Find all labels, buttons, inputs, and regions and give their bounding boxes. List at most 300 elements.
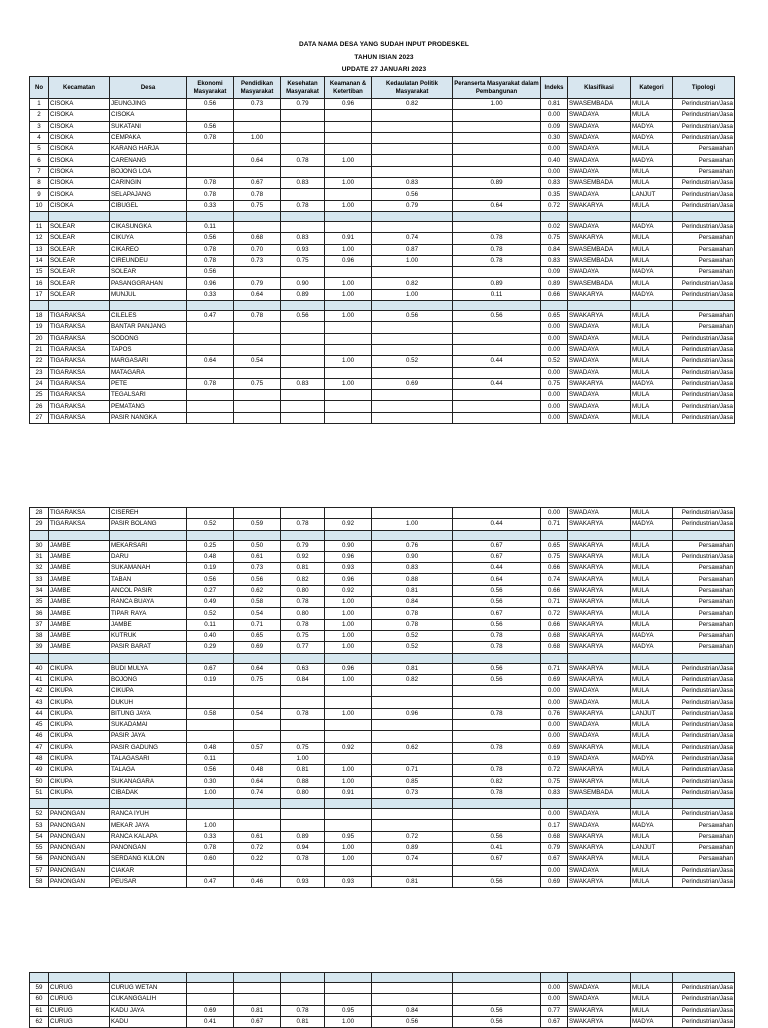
cell-kecamatan: CISOKA (49, 155, 110, 166)
cell-kedaulatan (372, 720, 453, 731)
section-separator-row (30, 653, 735, 663)
cell-no: 25 (30, 390, 49, 401)
cell-kecamatan: SOLEAR (49, 289, 110, 300)
cell-klasifikasi: SWAKARYA (568, 540, 631, 551)
cell-kedaulatan: 0.81 (372, 585, 453, 596)
cell-peranserta: 0.67 (453, 551, 541, 562)
table-row (30, 412, 735, 423)
cell-indeks: 0.65 (541, 311, 568, 322)
cell-kecamatan: CIKUPA (49, 742, 110, 753)
cell-indeks: 0.72 (541, 765, 568, 776)
cell-tipologi: Persawahan (673, 540, 735, 551)
table-row (30, 344, 735, 355)
cell-no: 51 (30, 787, 49, 798)
separator-cell (541, 799, 568, 809)
cell-kesehatan (281, 110, 325, 121)
table-row (30, 278, 735, 289)
cell-tipologi: Perindustrian/Jasa (673, 686, 735, 697)
cell-kecamatan: PANONGAN (49, 831, 110, 842)
cell-desa: PEUSAR (110, 876, 187, 887)
cell-tipologi: Persawahan (673, 322, 735, 333)
table-row (30, 1016, 735, 1027)
cell-ekonomi (187, 412, 234, 423)
cell-tipologi: Persawahan (673, 233, 735, 244)
header-kesehatan: Kesehatan Masyarakat (281, 77, 325, 99)
cell-kedaulatan: 1.00 (372, 519, 453, 530)
cell-kesehatan: 0.81 (281, 1016, 325, 1027)
cell-tipologi: Persawahan (673, 831, 735, 842)
cell-klasifikasi: SWAKARYA (568, 608, 631, 619)
table-row (30, 597, 735, 608)
cell-keamanan: 1.00 (325, 843, 372, 854)
cell-desa: CIKUPA (110, 686, 187, 697)
cell-pendidikan: 0.48 (234, 765, 281, 776)
cell-tipologi: Perindustrian/Jasa (673, 519, 735, 530)
cell-tipologi: Perindustrian/Jasa (673, 865, 735, 876)
cell-peranserta: 0.56 (453, 674, 541, 685)
cell-ekonomi (187, 686, 234, 697)
cell-peranserta: 0.78 (453, 708, 541, 719)
cell-kedaulatan: 0.82 (372, 674, 453, 685)
table-row (30, 401, 735, 412)
cell-klasifikasi: SWAKARYA (568, 200, 631, 211)
table-row (30, 642, 735, 653)
cell-pendidikan (234, 110, 281, 121)
table-row (30, 697, 735, 708)
cell-pendidikan: 0.78 (234, 189, 281, 200)
cell-keamanan (325, 322, 372, 333)
cell-kecamatan: CISOKA (49, 110, 110, 121)
cell-no: 35 (30, 597, 49, 608)
cell-pendidikan: 0.54 (234, 608, 281, 619)
cell-kecamatan: CIKUPA (49, 753, 110, 764)
cell-kecamatan: TIGARAKSA (49, 390, 110, 401)
cell-kecamatan: CISOKA (49, 99, 110, 110)
cell-ekonomi (187, 865, 234, 876)
cell-keamanan (325, 221, 372, 232)
separator-cell (110, 530, 187, 540)
cell-pendidikan (234, 121, 281, 132)
cell-kesehatan (281, 322, 325, 333)
cell-indeks: 0.71 (541, 519, 568, 530)
cell-kesehatan: 0.78 (281, 155, 325, 166)
cell-peranserta (453, 697, 541, 708)
cell-klasifikasi: SWADAYA (568, 720, 631, 731)
section-separator-row (30, 973, 735, 983)
separator-cell (372, 211, 453, 221)
cell-ekonomi (187, 344, 234, 355)
cell-ekonomi: 0.78 (187, 255, 234, 266)
cell-tipologi: Perindustrian/Jasa (673, 876, 735, 887)
cell-klasifikasi: SWADAYA (568, 356, 631, 367)
cell-kesehatan: 0.78 (281, 597, 325, 608)
cell-tipologi: Perindustrian/Jasa (673, 674, 735, 685)
cell-keamanan: 1.00 (325, 311, 372, 322)
cell-desa: KADU JAYA (110, 1005, 187, 1016)
cell-kesehatan: 0.78 (281, 854, 325, 865)
separator-cell (631, 301, 673, 311)
cell-pendidikan: 0.64 (234, 155, 281, 166)
cell-desa: CIBUGEL (110, 200, 187, 211)
cell-desa: CIKAREO (110, 244, 187, 255)
cell-pendidikan (234, 390, 281, 401)
cell-kecamatan: CISOKA (49, 166, 110, 177)
header-kedaulatan: Kedaulatan Politik Masyarakat (372, 77, 453, 99)
cell-kecamatan: CIKUPA (49, 663, 110, 674)
cell-tipologi: Perindustrian/Jasa (673, 776, 735, 787)
cell-indeks: 0.74 (541, 574, 568, 585)
cell-tipologi: Persawahan (673, 255, 735, 266)
cell-kesehatan: 0.92 (281, 551, 325, 562)
cell-keamanan: 1.00 (325, 854, 372, 865)
cell-kedaulatan (372, 731, 453, 742)
cell-desa: PASIR JAYA (110, 731, 187, 742)
cell-indeks: 0.00 (541, 697, 568, 708)
cell-keamanan: 0.96 (325, 663, 372, 674)
cell-kesehatan: 0.78 (281, 619, 325, 630)
cell-kategori: MULA (631, 144, 673, 155)
cell-klasifikasi: SWADAYA (568, 994, 631, 1005)
cell-kecamatan: CISOKA (49, 189, 110, 200)
cell-kategori: MULA (631, 597, 673, 608)
cell-no: 56 (30, 854, 49, 865)
separator-cell (631, 211, 673, 221)
separator-cell (110, 973, 187, 983)
cell-desa: CIKASUNGKA (110, 221, 187, 232)
cell-kecamatan: CURUG (49, 1005, 110, 1016)
cell-indeks: 0.67 (541, 854, 568, 865)
separator-cell (541, 973, 568, 983)
cell-kecamatan: CIKUPA (49, 765, 110, 776)
cell-no: 57 (30, 865, 49, 876)
separator-cell (325, 530, 372, 540)
cell-pendidikan (234, 322, 281, 333)
cell-desa: RANCA BUAYA (110, 597, 187, 608)
cell-tipologi: Perindustrian/Jasa (673, 753, 735, 764)
cell-ekonomi: 0.78 (187, 378, 234, 389)
cell-keamanan (325, 412, 372, 423)
cell-peranserta: 0.56 (453, 1005, 541, 1016)
cell-kedaulatan: 0.89 (372, 843, 453, 854)
table-row (30, 708, 735, 719)
cell-kategori: MADYA (631, 267, 673, 278)
separator-cell (673, 530, 735, 540)
cell-peranserta (453, 189, 541, 200)
cell-kecamatan: JAMBE (49, 540, 110, 551)
separator-cell (30, 653, 49, 663)
separator-cell (281, 799, 325, 809)
cell-ekonomi: 0.78 (187, 189, 234, 200)
cell-pendidikan (234, 412, 281, 423)
cell-keamanan (325, 697, 372, 708)
cell-desa: CUKANGGALIH (110, 994, 187, 1005)
cell-keamanan (325, 132, 372, 143)
cell-klasifikasi: SWADAYA (568, 333, 631, 344)
separator-cell (234, 973, 281, 983)
cell-kesehatan (281, 865, 325, 876)
cell-desa: TAPOS (110, 344, 187, 355)
cell-tipologi: Perindustrian/Jasa (673, 132, 735, 143)
separator-cell (234, 653, 281, 663)
cell-kecamatan: CIKUPA (49, 787, 110, 798)
cell-peranserta (453, 333, 541, 344)
cell-peranserta: 0.64 (453, 574, 541, 585)
cell-pendidikan: 0.65 (234, 630, 281, 641)
cell-indeks: 0.00 (541, 333, 568, 344)
cell-klasifikasi: SWASEMBADA (568, 255, 631, 266)
cell-peranserta: 0.78 (453, 642, 541, 653)
cell-ekonomi (187, 720, 234, 731)
cell-peranserta (453, 401, 541, 412)
cell-tipologi: Persawahan (673, 820, 735, 831)
cell-desa: SUKADAMAI (110, 720, 187, 731)
cell-ekonomi: 0.11 (187, 753, 234, 764)
cell-tipologi: Perindustrian/Jasa (673, 742, 735, 753)
cell-tipologi: Perindustrian/Jasa (673, 787, 735, 798)
cell-indeks: 0.65 (541, 540, 568, 551)
cell-keamanan (325, 166, 372, 177)
cell-kecamatan: JAMBE (49, 597, 110, 608)
cell-no: 19 (30, 322, 49, 333)
cell-peranserta: 0.78 (453, 244, 541, 255)
cell-klasifikasi: SWAKARYA (568, 630, 631, 641)
cell-keamanan (325, 121, 372, 132)
cell-no: 55 (30, 843, 49, 854)
cell-kategori: MULA (631, 876, 673, 887)
cell-kecamatan: CIKUPA (49, 674, 110, 685)
cell-peranserta (453, 390, 541, 401)
cell-pendidikan: 0.67 (234, 1016, 281, 1027)
table-row (30, 356, 735, 367)
cell-klasifikasi: SWAKARYA (568, 742, 631, 753)
cell-klasifikasi: SWADAYA (568, 865, 631, 876)
separator-cell (453, 973, 541, 983)
cell-keamanan: 1.00 (325, 619, 372, 630)
cell-kedaulatan: 0.90 (372, 551, 453, 562)
cell-peranserta: 0.78 (453, 742, 541, 753)
section-separator-row (30, 211, 735, 221)
cell-kesehatan (281, 390, 325, 401)
table-row (30, 255, 735, 266)
cell-kategori: MADYA (631, 1016, 673, 1027)
cell-indeks: 0.84 (541, 244, 568, 255)
cell-no: 30 (30, 540, 49, 551)
cell-kedaulatan: 0.52 (372, 642, 453, 653)
cell-kecamatan: TIGARAKSA (49, 378, 110, 389)
cell-ekonomi (187, 697, 234, 708)
table-row (30, 551, 735, 562)
cell-desa: SOLEAR (110, 267, 187, 278)
cell-no: 52 (30, 809, 49, 820)
cell-desa: MUNJUL (110, 289, 187, 300)
cell-kategori: MULA (631, 166, 673, 177)
cell-kedaulatan: 0.74 (372, 233, 453, 244)
cell-kecamatan: CISOKA (49, 178, 110, 189)
cell-kesehatan (281, 267, 325, 278)
separator-cell (453, 211, 541, 221)
cell-no: 59 (30, 983, 49, 994)
cell-pendidikan: 0.61 (234, 831, 281, 842)
separator-cell (541, 301, 568, 311)
cell-peranserta: 0.89 (453, 178, 541, 189)
cell-kecamatan: JAMBE (49, 585, 110, 596)
table-row (30, 99, 735, 110)
cell-pendidikan: 0.72 (234, 843, 281, 854)
cell-pendidikan: 0.54 (234, 356, 281, 367)
cell-pendidikan (234, 367, 281, 378)
cell-pendidikan: 0.75 (234, 200, 281, 211)
cell-tipologi: Perindustrian/Jasa (673, 1016, 735, 1027)
cell-klasifikasi: SWAKARYA (568, 289, 631, 300)
separator-cell (372, 799, 453, 809)
cell-kategori: MADYA (631, 820, 673, 831)
cell-klasifikasi: SWADAYA (568, 344, 631, 355)
cell-ekonomi: 0.29 (187, 642, 234, 653)
cell-indeks: 0.68 (541, 630, 568, 641)
cell-kesehatan (281, 731, 325, 742)
cell-klasifikasi: SWASEMBADA (568, 178, 631, 189)
cell-tipologi: Persawahan (673, 854, 735, 865)
table-row (30, 776, 735, 787)
cell-kesehatan: 0.93 (281, 876, 325, 887)
cell-klasifikasi: SWAKARYA (568, 585, 631, 596)
cell-desa: PASIR BOLANG (110, 519, 187, 530)
table-row (30, 630, 735, 641)
cell-peranserta (453, 820, 541, 831)
cell-kedaulatan (372, 994, 453, 1005)
cell-pendidikan: 0.73 (234, 255, 281, 266)
cell-kecamatan: TIGARAKSA (49, 508, 110, 519)
cell-no: 38 (30, 630, 49, 641)
cell-ekonomi: 0.56 (187, 121, 234, 132)
cell-no: 44 (30, 708, 49, 719)
cell-klasifikasi: SWAKARYA (568, 843, 631, 854)
cell-klasifikasi: SWAKARYA (568, 854, 631, 865)
table-row (30, 200, 735, 211)
cell-ekonomi (187, 322, 234, 333)
cell-kesehatan (281, 333, 325, 344)
separator-cell (325, 653, 372, 663)
cell-klasifikasi: SWADAYA (568, 155, 631, 166)
cell-keamanan: 0.92 (325, 742, 372, 753)
cell-klasifikasi: SWAKARYA (568, 831, 631, 842)
cell-kedaulatan (372, 809, 453, 820)
cell-pendidikan (234, 401, 281, 412)
table-header-row (30, 77, 735, 99)
cell-indeks: 0.71 (541, 597, 568, 608)
cell-kecamatan: TIGARAKSA (49, 311, 110, 322)
cell-kecamatan: JAMBE (49, 574, 110, 585)
cell-kategori: MULA (631, 551, 673, 562)
cell-no: 4 (30, 132, 49, 143)
table-row (30, 178, 735, 189)
table-row (30, 267, 735, 278)
cell-peranserta: 0.56 (453, 663, 541, 674)
cell-kecamatan: CIKUPA (49, 720, 110, 731)
cell-peranserta (453, 221, 541, 232)
cell-kecamatan: CIKUPA (49, 686, 110, 697)
cell-indeks: 0.00 (541, 865, 568, 876)
cell-indeks: 0.00 (541, 367, 568, 378)
header-desa: Desa (110, 77, 187, 99)
table-row (30, 809, 735, 820)
cell-klasifikasi: SWAKARYA (568, 1005, 631, 1016)
cell-kesehatan: 0.78 (281, 200, 325, 211)
cell-kesehatan (281, 121, 325, 132)
table-row (30, 753, 735, 764)
cell-kategori: MULA (631, 697, 673, 708)
cell-klasifikasi: SWAKARYA (568, 233, 631, 244)
cell-kesehatan (281, 686, 325, 697)
cell-desa: ANCOL PASIR (110, 585, 187, 596)
table-row (30, 983, 735, 994)
cell-desa: CARENANG (110, 155, 187, 166)
cell-indeks: 0.00 (541, 322, 568, 333)
separator-cell (453, 653, 541, 663)
cell-kesehatan: 0.78 (281, 1005, 325, 1016)
cell-keamanan: 1.00 (325, 178, 372, 189)
cell-no: 41 (30, 674, 49, 685)
cell-no: 13 (30, 244, 49, 255)
cell-klasifikasi: SWAKARYA (568, 563, 631, 574)
cell-pendidikan: 0.22 (234, 854, 281, 865)
cell-tipologi: Perindustrian/Jasa (673, 221, 735, 232)
cell-ekonomi (187, 390, 234, 401)
cell-ekonomi (187, 994, 234, 1005)
cell-pendidikan: 0.73 (234, 99, 281, 110)
cell-no: 15 (30, 267, 49, 278)
separator-cell (568, 973, 631, 983)
separator-cell (49, 301, 110, 311)
cell-indeks: 0.00 (541, 686, 568, 697)
separator-cell (541, 211, 568, 221)
cell-klasifikasi: SWAKARYA (568, 674, 631, 685)
cell-kedaulatan: 0.84 (372, 597, 453, 608)
cell-tipologi: Perindustrian/Jasa (673, 983, 735, 994)
cell-tipologi: Perindustrian/Jasa (673, 121, 735, 132)
cell-no: 45 (30, 720, 49, 731)
cell-ekonomi (187, 110, 234, 121)
cell-kesehatan: 0.79 (281, 540, 325, 551)
table-row (30, 854, 735, 865)
cell-desa: DUKUH (110, 697, 187, 708)
separator-cell (187, 530, 234, 540)
cell-no: 48 (30, 753, 49, 764)
cell-kategori: LANJUT (631, 843, 673, 854)
cell-no: 16 (30, 278, 49, 289)
cell-tipologi: Perindustrian/Jasa (673, 809, 735, 820)
section-separator-row (30, 301, 735, 311)
cell-klasifikasi: SWADAYA (568, 753, 631, 764)
cell-desa: CISEREH (110, 508, 187, 519)
cell-desa: CEMPAKA (110, 132, 187, 143)
cell-kesehatan (281, 401, 325, 412)
cell-kecamatan: TIGARAKSA (49, 344, 110, 355)
cell-ekonomi: 0.33 (187, 831, 234, 842)
table-row (30, 765, 735, 776)
separator-cell (568, 530, 631, 540)
cell-peranserta: 0.44 (453, 356, 541, 367)
cell-keamanan: 0.92 (325, 585, 372, 596)
table-row (30, 110, 735, 121)
cell-pendidikan: 0.58 (234, 597, 281, 608)
cell-kedaulatan: 0.62 (372, 742, 453, 753)
separator-cell (325, 799, 372, 809)
cell-ekonomi: 0.67 (187, 663, 234, 674)
cell-desa: MATAGARA (110, 367, 187, 378)
cell-kecamatan: CISOKA (49, 121, 110, 132)
cell-kategori: MULA (631, 178, 673, 189)
